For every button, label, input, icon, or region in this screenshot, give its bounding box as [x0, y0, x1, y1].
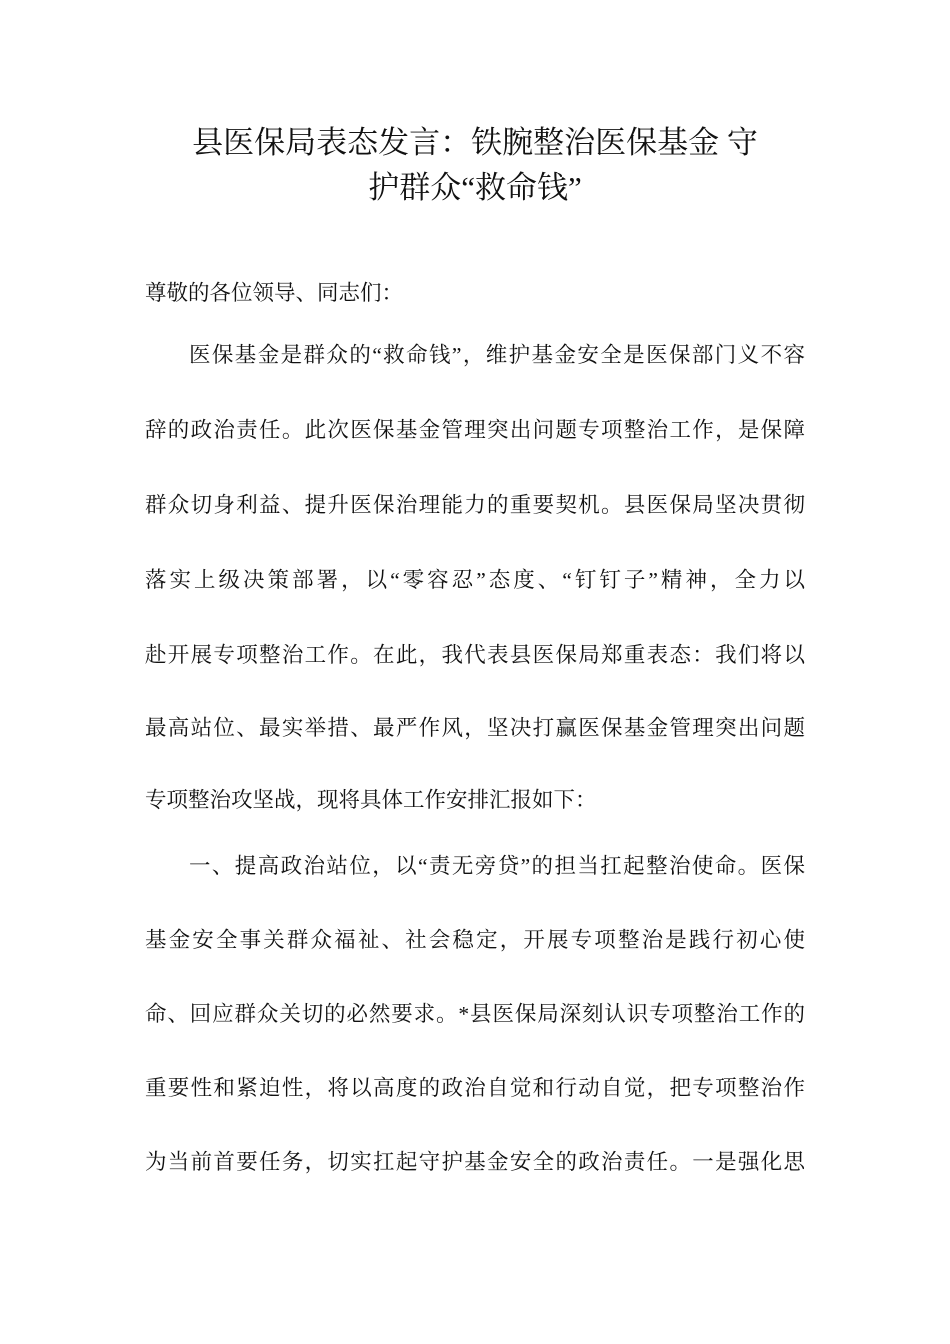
body-line: 赴开展专项整治工作。在此，我代表县医保局郑重表态：我们将以: [145, 643, 805, 667]
salutation: 尊敬的各位领导、同志们：: [145, 281, 404, 305]
body-line: 医保基金是群众的“救命钱”，维护基金安全是医保部门义不容: [189, 343, 805, 367]
document-title-line-1: 县医保局表态发言：铁腕整治医保基金 守: [192, 125, 758, 160]
body-line: 基金安全事关群众福祉、社会稳定，开展专项整治是践行初心使: [145, 928, 805, 952]
body-line: 群众切身利益、提升医保治理能力的重要契机。县医保局坚决贯彻: [145, 493, 805, 517]
body-line: 一、提高政治站位，以“责无旁贷”的担当扛起整治使命。医保: [189, 854, 805, 878]
body-line: 为当前首要任务，切实扛起守护基金安全的政治责任。一是强化思: [145, 1150, 805, 1174]
body-line: 辞的政治责任。此次医保基金管理突出问题专项整治工作，是保障: [145, 418, 805, 442]
body-line: 专项整治攻坚战，现将具体工作安排汇报如下：: [145, 788, 597, 812]
body-line: 重要性和紧迫性，将以高度的政治自觉和行动自觉，把专项整治作: [145, 1076, 805, 1100]
body-line: 最高站位、最实举措、最严作风，坚决打赢医保基金管理突出问题: [145, 716, 805, 740]
document-title-line-2: 护群众“救命钱”: [368, 170, 582, 205]
body-line: 命、回应群众关切的必然要求。*县医保局深刻认识专项整治工作的: [145, 1002, 805, 1026]
body-line: 落实上级决策部署，以“零容忍”态度、“钉钉子”精神，全力以: [145, 568, 805, 592]
